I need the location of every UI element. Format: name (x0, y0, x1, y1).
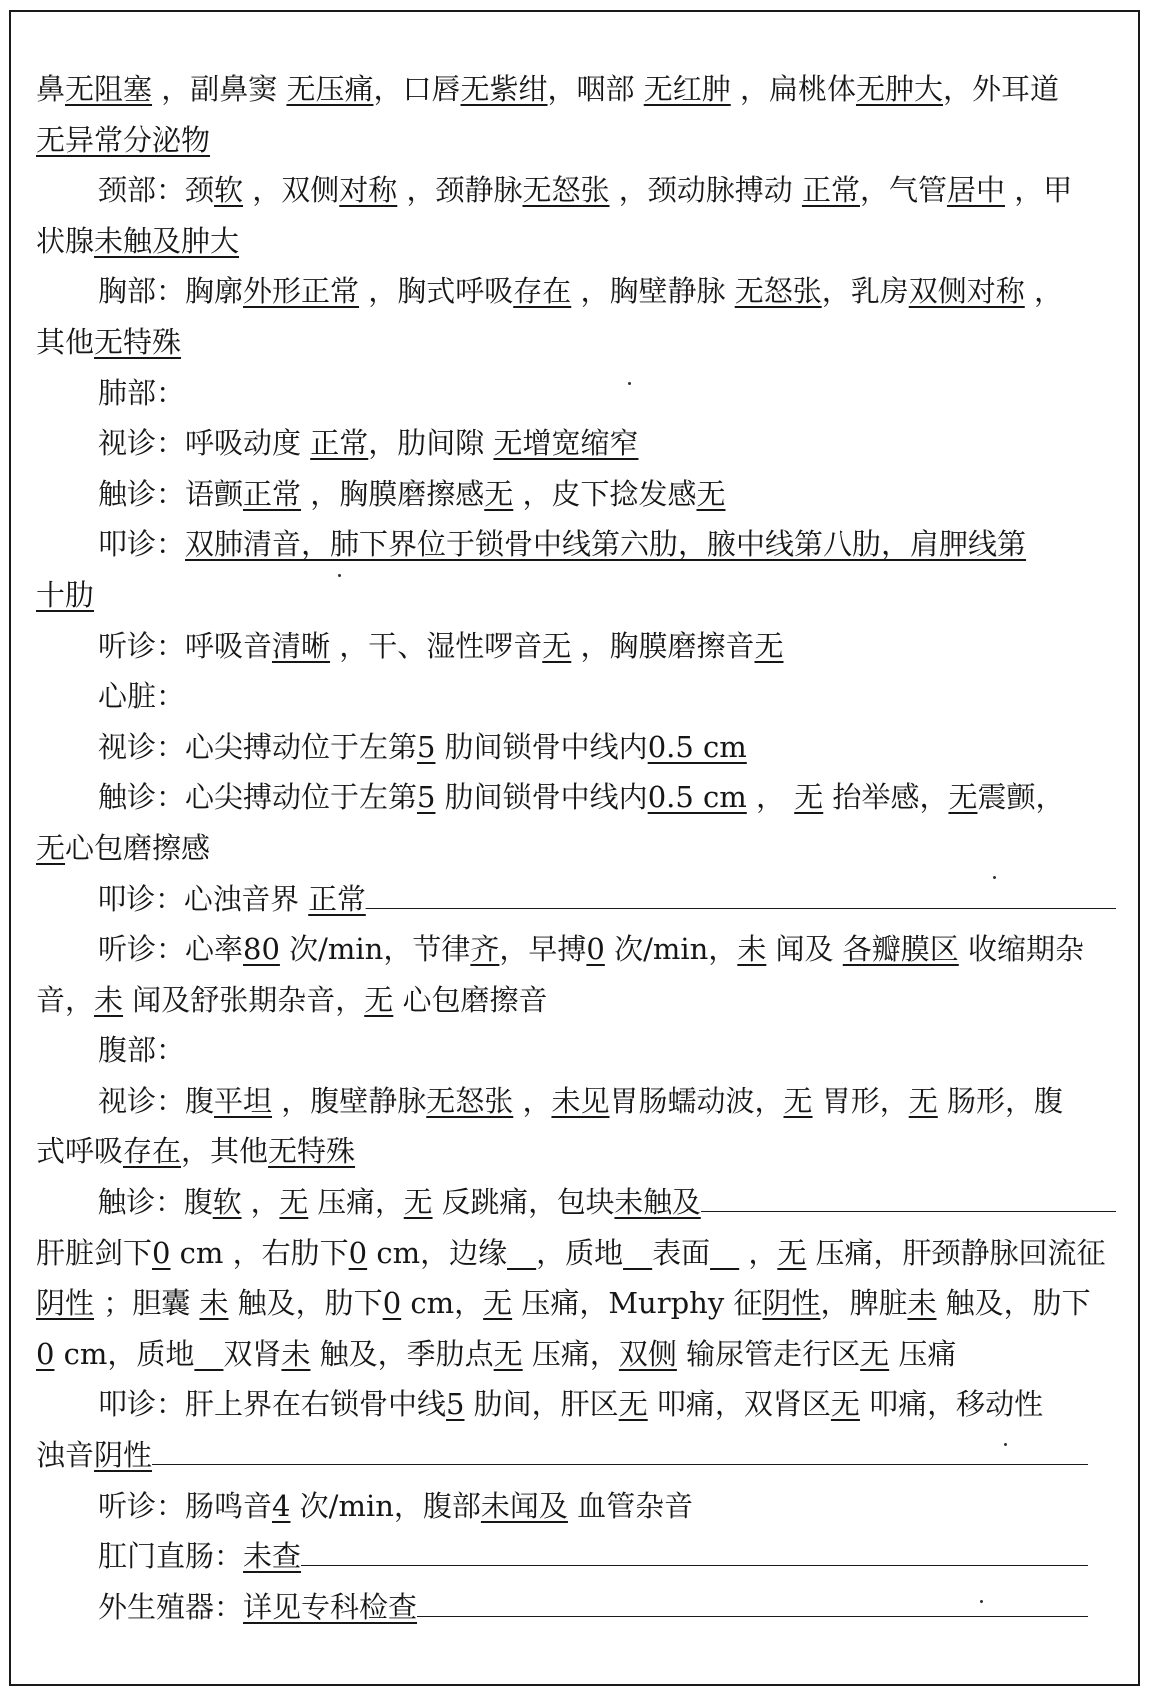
scan-dot (993, 876, 996, 879)
filled-value: 清晰 (272, 628, 331, 663)
record-line (36, 469, 1116, 520)
record-line (36, 823, 1116, 874)
record-line (36, 1076, 1116, 1127)
label-text: ，扁桃体 (730, 72, 856, 106)
record-line (36, 317, 1116, 368)
label-text: 式呼吸 (36, 1134, 124, 1169)
record-line (36, 570, 1116, 621)
filled-value: 无红肿 (643, 72, 731, 106)
label-text: 状腺 (36, 223, 95, 258)
filled-value: 无肿大 (855, 72, 943, 106)
label-text: 其他 (36, 324, 95, 359)
record-line (36, 772, 1116, 823)
label-text: ，皮下捻发感 (513, 476, 697, 511)
label-text: 腹部： (98, 1033, 186, 1068)
filled-value: 80 (243, 932, 280, 967)
label-text: 反跳痛，包块 (432, 1185, 615, 1220)
label-text: 浊音 (36, 1438, 95, 1473)
record-line (36, 671, 1116, 722)
filled-value: 无 (777, 1235, 807, 1270)
filled-value: 阴性 (762, 1286, 821, 1321)
label-text: 鼻 (36, 72, 66, 106)
filled-value: 平坦 (214, 1083, 273, 1118)
label-text: 心包磨擦感 (65, 830, 211, 865)
filled-value: 无 (860, 1336, 890, 1371)
filled-value: 无怒张 (734, 274, 822, 309)
label-text: 肋间锁骨中线内 (435, 780, 648, 815)
label-text: ，胸式呼吸 (359, 274, 514, 309)
filled-value: 无异常分泌物 (36, 122, 211, 157)
label-text: ，颈动脉搏动 (609, 173, 802, 208)
filled-value: 居中 (946, 173, 1005, 208)
label-text: ，早搏 (499, 932, 587, 967)
filled-value: 无 (696, 476, 726, 511)
filled-value: 未查 (243, 1539, 302, 1574)
label-text: 闻及舒张期杂音， (123, 982, 365, 1017)
label-text: 表面 (652, 1235, 711, 1270)
label-text: 颈部：颈 (98, 173, 215, 208)
scan-dot (1004, 1443, 1007, 1446)
record-line (36, 722, 1116, 773)
filled-value: 无 (783, 1083, 813, 1118)
label-text: 胸部：胸廓 (98, 274, 244, 309)
label-text: 压痛， (308, 1185, 404, 1220)
blank-rule (417, 1616, 1088, 1617)
label-text: 触及，肋下 (936, 1286, 1091, 1321)
filled-value: 无增宽缩窄 (493, 426, 639, 461)
filled-value: 无 (830, 1387, 860, 1422)
label-text: ，甲 (1004, 173, 1073, 208)
filled-value: 未 (907, 1286, 937, 1321)
label-text: ，副鼻窦 (152, 72, 287, 106)
filled-value: 5 (417, 780, 436, 815)
label-text: 收缩期杂 (958, 932, 1084, 967)
filled-value: 未 (737, 932, 767, 967)
filled-value: 齐 (470, 932, 500, 967)
filled-value: 详见专科检查 (243, 1589, 418, 1624)
blank-rule (152, 1464, 1088, 1465)
label-text: ， (513, 1083, 552, 1118)
filled-value: 5 (417, 729, 436, 764)
label-text: cm，边缘 (367, 1235, 508, 1270)
label-text: 触及，肋下 (228, 1286, 383, 1321)
label-text: 震颤， (977, 780, 1065, 815)
label-text: cm，质地 (54, 1336, 195, 1371)
filled-value: 存在 (513, 274, 572, 309)
filled-value: 无 (484, 476, 514, 511)
label-text: 触诊：腹 (97, 1185, 213, 1220)
label-text: 叩诊：肝上界在右锁骨中线 (98, 1387, 447, 1422)
filled-value: 0 (152, 1235, 171, 1270)
blank-rule (301, 1565, 1088, 1566)
filled-value: 无怒张 (522, 173, 610, 208)
label-text: 心脏： (98, 679, 186, 714)
filled-value: 0.5 cm (647, 780, 747, 815)
record-line (36, 216, 1116, 267)
label-text: cm， (401, 1286, 484, 1321)
filled-value: 无紫绀 (460, 72, 548, 106)
filled-value: 无怒张 (426, 1083, 514, 1118)
label-text: 心包磨擦音 (393, 982, 548, 1017)
label-text: ，双侧 (243, 173, 340, 208)
record-line (36, 1177, 1108, 1228)
label-text: 压痛，Murphy 征 (512, 1286, 763, 1321)
label-text: 音， (36, 982, 95, 1017)
filled-value: __ (194, 1336, 224, 1371)
filled-value: __ (623, 1235, 653, 1270)
label-text: ，胸膜磨擦感 (301, 476, 485, 511)
filled-value: 存在 (123, 1134, 182, 1169)
filled-value: 未触及肿大 (94, 223, 240, 258)
label-text: 次/min，腹部 (290, 1488, 481, 1523)
filled-value: 各瓣膜区 (842, 932, 959, 967)
filled-value: 正常 (801, 173, 860, 208)
label-text: 听诊：肠鸣音 (98, 1488, 273, 1523)
filled-value: 4 (272, 1488, 291, 1523)
record-line (36, 1126, 1116, 1177)
label-text: 压痛， (522, 1336, 619, 1371)
label-text: 抬举感， (823, 780, 949, 815)
label-text: 叩痛，移动性 (859, 1387, 1044, 1422)
filled-value: __ (710, 1235, 740, 1270)
label-text: 视诊：呼吸动度 (98, 426, 311, 461)
label-text: ，脾脏 (820, 1286, 908, 1321)
filled-value: 无特殊 (268, 1134, 356, 1169)
scan-dot (628, 382, 631, 385)
filled-value: 无 (794, 780, 824, 815)
filled-value: 无阻塞 (65, 72, 153, 106)
filled-value: 外形正常 (243, 274, 360, 309)
label-text: ，胸膜磨擦音 (571, 628, 755, 663)
exam-record-body (36, 64, 1116, 1632)
filled-value: 无 (483, 1286, 513, 1321)
label-text: 触及，季肋点 (310, 1336, 494, 1371)
record-line (36, 1278, 1116, 1329)
label-text: 肛门直肠： (98, 1539, 244, 1574)
record-line (36, 1379, 1116, 1430)
label-text: 视诊：心尖搏动位于左第 (98, 729, 418, 764)
filled-value: __ (507, 1235, 537, 1270)
label-text: 压痛，肝颈静脉回流征 (806, 1235, 1106, 1270)
label-text: 压痛 (889, 1336, 957, 1371)
label-text: 触诊：心尖搏动位于左第 (98, 780, 418, 815)
label-text: 视诊：腹 (98, 1083, 215, 1118)
label-text: 肠形，腹 (937, 1083, 1063, 1118)
label-text: 触诊：语颤 (98, 476, 244, 511)
filled-value: 未触及 (614, 1185, 701, 1220)
label-text: cm ，右肋下 (170, 1235, 349, 1270)
record-line (36, 64, 1116, 115)
label-text: ， (241, 1185, 280, 1220)
record-line (36, 1582, 1116, 1633)
filled-value: 0 (348, 1235, 368, 1270)
filled-value: 0 (36, 1336, 55, 1371)
filled-value: 双侧对称 (908, 274, 1025, 309)
filled-value: 正常 (310, 426, 369, 461)
filled-value: 5 (446, 1387, 465, 1422)
label-text: 外生殖器： (98, 1589, 244, 1624)
label-text: ，气管 (859, 173, 947, 208)
scan-dot (980, 1600, 983, 1603)
label-text: 听诊：心率 (98, 932, 244, 967)
label-text: 肺部： (98, 375, 186, 410)
label-text: ，腹壁静脉 (272, 1083, 427, 1118)
label-text: ，咽部 (547, 72, 644, 106)
label-text: ；胆囊 (94, 1286, 200, 1321)
filled-value: 对称 (339, 173, 398, 208)
filled-value: 阴性 (94, 1438, 153, 1473)
label-text: ，干、湿性啰音 (330, 628, 543, 663)
filled-value: 阴性 (36, 1286, 95, 1321)
label-text: 叩痛，双肾区 (647, 1387, 831, 1422)
filled-value: 无 (36, 830, 66, 865)
blank-rule (366, 908, 1116, 909)
scan-dot (338, 574, 341, 577)
label-text: ，其他 (181, 1134, 269, 1169)
record-line (36, 165, 1116, 216)
label-text: 双肾 (223, 1336, 282, 1371)
filled-value: 双肺清音，肺下界位于锁骨中线第六肋，腋中线第八肋，肩胛线第 (185, 527, 1027, 562)
filled-value: 0.5 cm (647, 729, 747, 764)
label-text: 叩诊： (98, 527, 186, 562)
filled-value: 无 (754, 628, 784, 663)
filled-value: 十肋 (36, 577, 95, 612)
record-line (36, 368, 1116, 419)
record-line (36, 1531, 1116, 1582)
record-line (36, 266, 1116, 317)
filled-value: 0 (586, 932, 605, 967)
record-line (36, 1228, 1116, 1279)
record-line (36, 1481, 1116, 1532)
filled-value: 双侧 (618, 1336, 677, 1371)
label-text: ，质地 (536, 1235, 624, 1270)
filled-value: 无 (542, 628, 572, 663)
label-text: 肋间锁骨中线内 (435, 729, 648, 764)
blank-rule (701, 1211, 1116, 1212)
record-line (36, 1329, 1116, 1380)
filled-value: 无 (948, 780, 978, 815)
label-text: ，乳房 (821, 274, 909, 309)
filled-value: 无压痛 (286, 72, 374, 106)
filled-value: 0 (382, 1286, 402, 1321)
label-text: 听诊：呼吸音 (98, 628, 273, 663)
label-text: 叩诊：心浊音界 (97, 881, 309, 916)
filled-value: 未 (281, 1336, 311, 1371)
label-text: ，口唇 (373, 72, 461, 106)
filled-value: 无 (493, 1336, 523, 1371)
record-line (36, 1025, 1116, 1076)
label-text: ，颈静脉 (397, 173, 523, 208)
record-line (36, 621, 1116, 672)
label-text: ， (739, 1235, 778, 1270)
filled-value: 正常 (243, 476, 302, 511)
record-line (36, 975, 1116, 1026)
record-line (36, 1430, 1116, 1481)
filled-value: 无 (403, 1185, 433, 1220)
label-text: 胃肠蠕动波， (609, 1083, 784, 1118)
label-text: 血管杂音 (567, 1488, 694, 1523)
record-line (36, 115, 1116, 166)
filled-value: 未闻及 (480, 1488, 568, 1523)
label-text: 肋间，肝区 (464, 1387, 619, 1422)
label-text: 次/min， (604, 932, 738, 967)
record-line (36, 418, 1116, 469)
filled-value: 正常 (308, 881, 366, 916)
label-text: 输尿管走行区 (676, 1336, 861, 1371)
record-line (36, 924, 1116, 975)
filled-value: 无 (618, 1387, 648, 1422)
filled-value: 软 (212, 1185, 242, 1220)
label-text: ， (746, 780, 795, 815)
record-line (36, 519, 1116, 570)
filled-value: 无 (279, 1185, 309, 1220)
label-text: 次/min，节律 (279, 932, 471, 967)
label-text: 闻及 (766, 932, 843, 967)
filled-value: 未见 (551, 1083, 610, 1118)
label-text: ，肋间隙 (368, 426, 494, 461)
label-text: ，胸壁静脉 (571, 274, 735, 309)
label-text: 肝脏剑下 (36, 1235, 153, 1270)
filled-value: 无特殊 (94, 324, 182, 359)
filled-value: 无 (364, 982, 394, 1017)
label-text: ， (1024, 274, 1063, 309)
filled-value: 无 (908, 1083, 938, 1118)
record-line (36, 874, 1108, 925)
filled-value: 软 (214, 173, 244, 208)
label-text: ，外耳道 (942, 72, 1059, 106)
label-text: 胃形， (812, 1083, 909, 1118)
filled-value: 未 (199, 1286, 229, 1321)
filled-value: 未 (94, 982, 124, 1017)
